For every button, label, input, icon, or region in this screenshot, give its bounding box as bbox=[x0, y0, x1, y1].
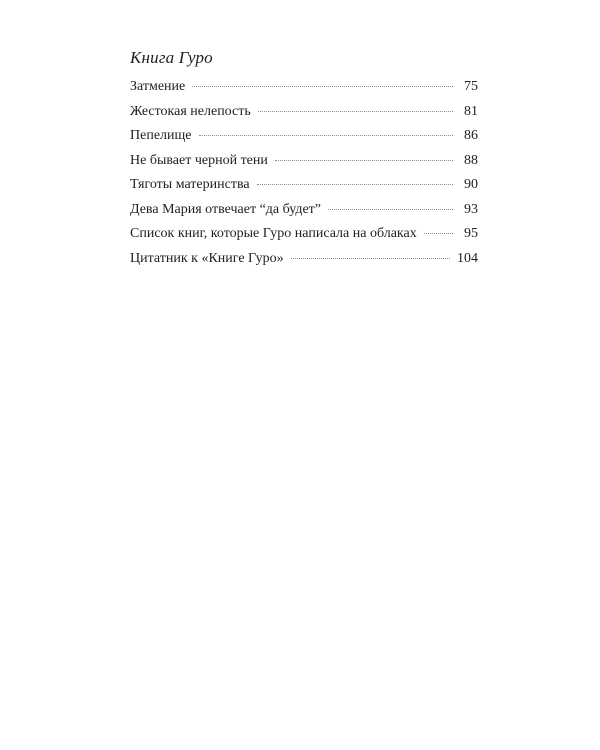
toc-entry-title: Жестокая нелепость bbox=[130, 103, 251, 119]
table-of-contents bbox=[130, 79, 478, 275]
toc-entry[interactable] bbox=[130, 251, 478, 276]
toc-entry[interactable] bbox=[130, 128, 478, 153]
toc-entry-page-number: 95 bbox=[464, 226, 478, 241]
toc-entry-page-number: 86 bbox=[464, 128, 478, 143]
toc-entry-page-number: 88 bbox=[464, 152, 478, 168]
toc-entry-page-number: 104 bbox=[457, 250, 478, 266]
toc-entry[interactable] bbox=[130, 202, 478, 227]
section-title: Книга Гуро bbox=[130, 48, 213, 67]
toc-entry-page-number: 93 bbox=[464, 201, 478, 217]
toc-entry-title: Затмение bbox=[130, 79, 186, 94]
toc-entry-title: Цитатник к «Книге Гуро» bbox=[130, 250, 284, 266]
dot-leader bbox=[424, 232, 453, 234]
toc-entry[interactable] bbox=[130, 153, 478, 178]
toc-entry-title: Дева Мария отвечает “да будет” bbox=[130, 201, 322, 217]
toc-entry-title: Не бывает черной тени bbox=[130, 152, 268, 168]
toc-entry-title: Тяготы материнства bbox=[130, 177, 250, 192]
dot-leader bbox=[258, 110, 453, 112]
dot-leader bbox=[291, 257, 450, 259]
toc-entry[interactable] bbox=[130, 79, 478, 104]
dot-leader bbox=[257, 183, 453, 185]
dot-leader bbox=[192, 85, 453, 87]
dot-leader bbox=[328, 208, 453, 210]
toc-entry-page-number: 90 bbox=[464, 177, 478, 192]
dot-leader bbox=[199, 134, 453, 136]
toc-entry-title: Пепелище bbox=[130, 128, 192, 143]
toc-entry-page-number: 81 bbox=[464, 103, 478, 119]
toc-entry[interactable] bbox=[130, 226, 478, 251]
toc-entry[interactable] bbox=[130, 104, 478, 129]
dot-leader bbox=[275, 159, 453, 161]
toc-entry[interactable] bbox=[130, 177, 478, 202]
toc-entry-title: Список книг, которые Гуро написала на облаках bbox=[130, 226, 417, 241]
toc-entry-page-number: 75 bbox=[464, 79, 478, 94]
